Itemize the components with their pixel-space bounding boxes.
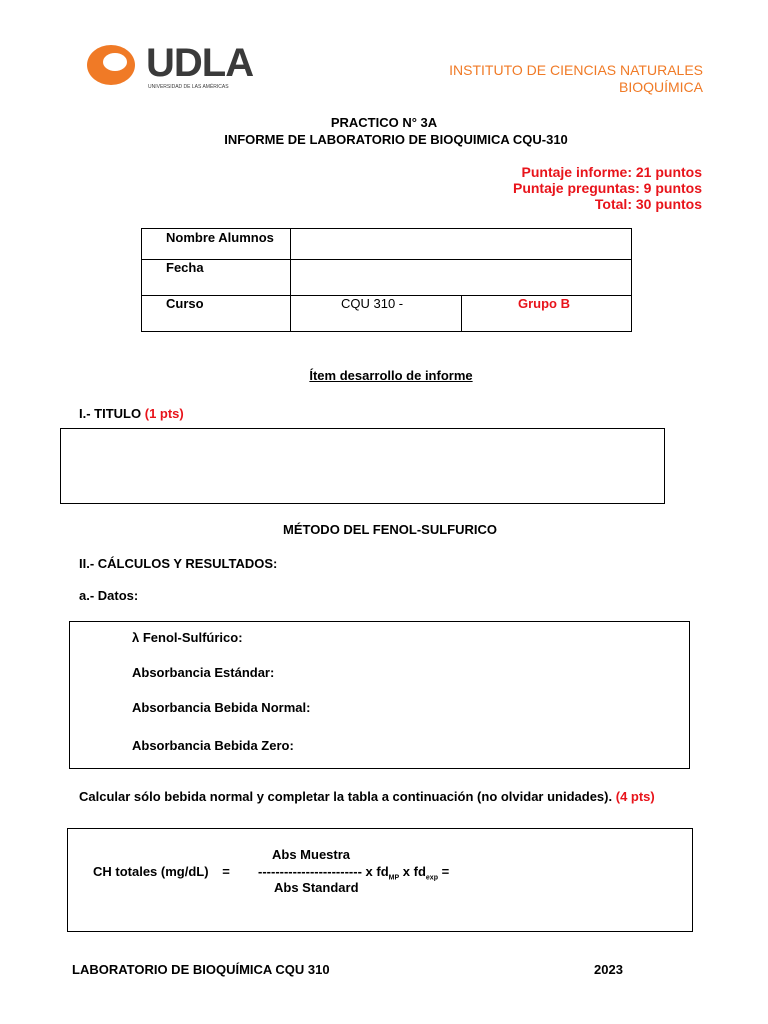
score-total: Total: 30 puntos (594, 196, 702, 212)
date-input-cell[interactable] (291, 260, 632, 296)
course-label: Curso (166, 296, 204, 311)
course-value: CQU 310 - (341, 296, 404, 311)
formula-dashes: ------------------------ (258, 864, 362, 879)
group-value: Grupo B (518, 296, 570, 311)
formula-lhs-label: CH totales (mg/dL) (93, 864, 209, 879)
practice-title: PRACTICO N° 3A (330, 115, 438, 130)
item-heading: Ítem desarrollo de informe (309, 368, 473, 383)
formula-lhs (93, 864, 230, 879)
formula-equals-result: = (441, 864, 450, 879)
formula-fraction-line (258, 864, 449, 882)
data-label: a.- Datos: (79, 588, 139, 603)
formula-times-fd-exp: x fd (402, 864, 426, 879)
data-box (69, 621, 690, 769)
section-title-label: I.- TITULO (79, 406, 142, 421)
section-title-points: (1 pts) (144, 406, 184, 421)
instruction-text (79, 789, 655, 804)
formula-denominator: Abs Standard (274, 880, 359, 895)
names-label-cell (142, 229, 291, 260)
udla-logo (86, 41, 254, 92)
course-label-cell (142, 296, 291, 332)
group-value-cell (462, 296, 632, 332)
udla-logo-mark-icon (86, 42, 138, 88)
method-heading: MÉTODO DEL FENOL-SULFURICO (282, 522, 498, 537)
department-name: BIOQUÍMICA (618, 79, 703, 95)
date-label-cell (142, 260, 291, 296)
title-answer-box[interactable] (60, 428, 665, 504)
score-report: Puntaje informe: 21 puntos (521, 164, 702, 180)
formula-equals: = (222, 864, 230, 879)
formula-sub-exp: exp (425, 874, 438, 882)
footer-lab-name: LABORATORIO DE BIOQUÍMICA CQU 310 (72, 962, 330, 977)
footer-year: 2023 (594, 962, 623, 977)
lambda-row (132, 630, 243, 645)
date-label: Fecha (166, 260, 204, 275)
lambda-label: Fenol-Sulfúrico: (142, 630, 243, 645)
logo-subtitle: UNIVERSIDAD DE LAS AMÉRICAS (148, 84, 229, 90)
course-value-cell (291, 296, 462, 332)
formula-box (67, 828, 693, 932)
names-label: Nombre Alumnos (166, 230, 274, 245)
instruction-body: Calcular sólo bebida normal y completar la tabla a continuación (no olvidar unidades). (79, 789, 613, 804)
formula-numerator: Abs Muestra (272, 847, 351, 862)
instruction-points: (4 pts) (615, 789, 655, 804)
institute-name: INSTITUTO DE CIENCIAS NATURALES (449, 62, 703, 78)
section-title-heading (79, 406, 184, 421)
abs-standard-label: Absorbancia Estándar: (132, 665, 275, 680)
logo-text: UDLA (146, 41, 254, 85)
lambda-symbol: λ (132, 630, 140, 645)
formula-sub-mp: MP (388, 874, 400, 882)
student-info-table (141, 228, 632, 332)
abs-zero-label: Absorbancia Bebida Zero: (132, 738, 294, 753)
score-questions: Puntaje preguntas: 9 puntos (512, 180, 702, 196)
section-calc-heading: II.- CÁLCULOS Y RESULTADOS: (79, 556, 278, 571)
abs-normal-label: Absorbancia Bebida Normal: (132, 700, 311, 715)
formula-times-fd-mp: x fd (365, 864, 389, 879)
names-input-cell[interactable] (291, 229, 632, 260)
report-title: INFORME DE LABORATORIO DE BIOQUIMICA CQU-310 (224, 132, 568, 147)
